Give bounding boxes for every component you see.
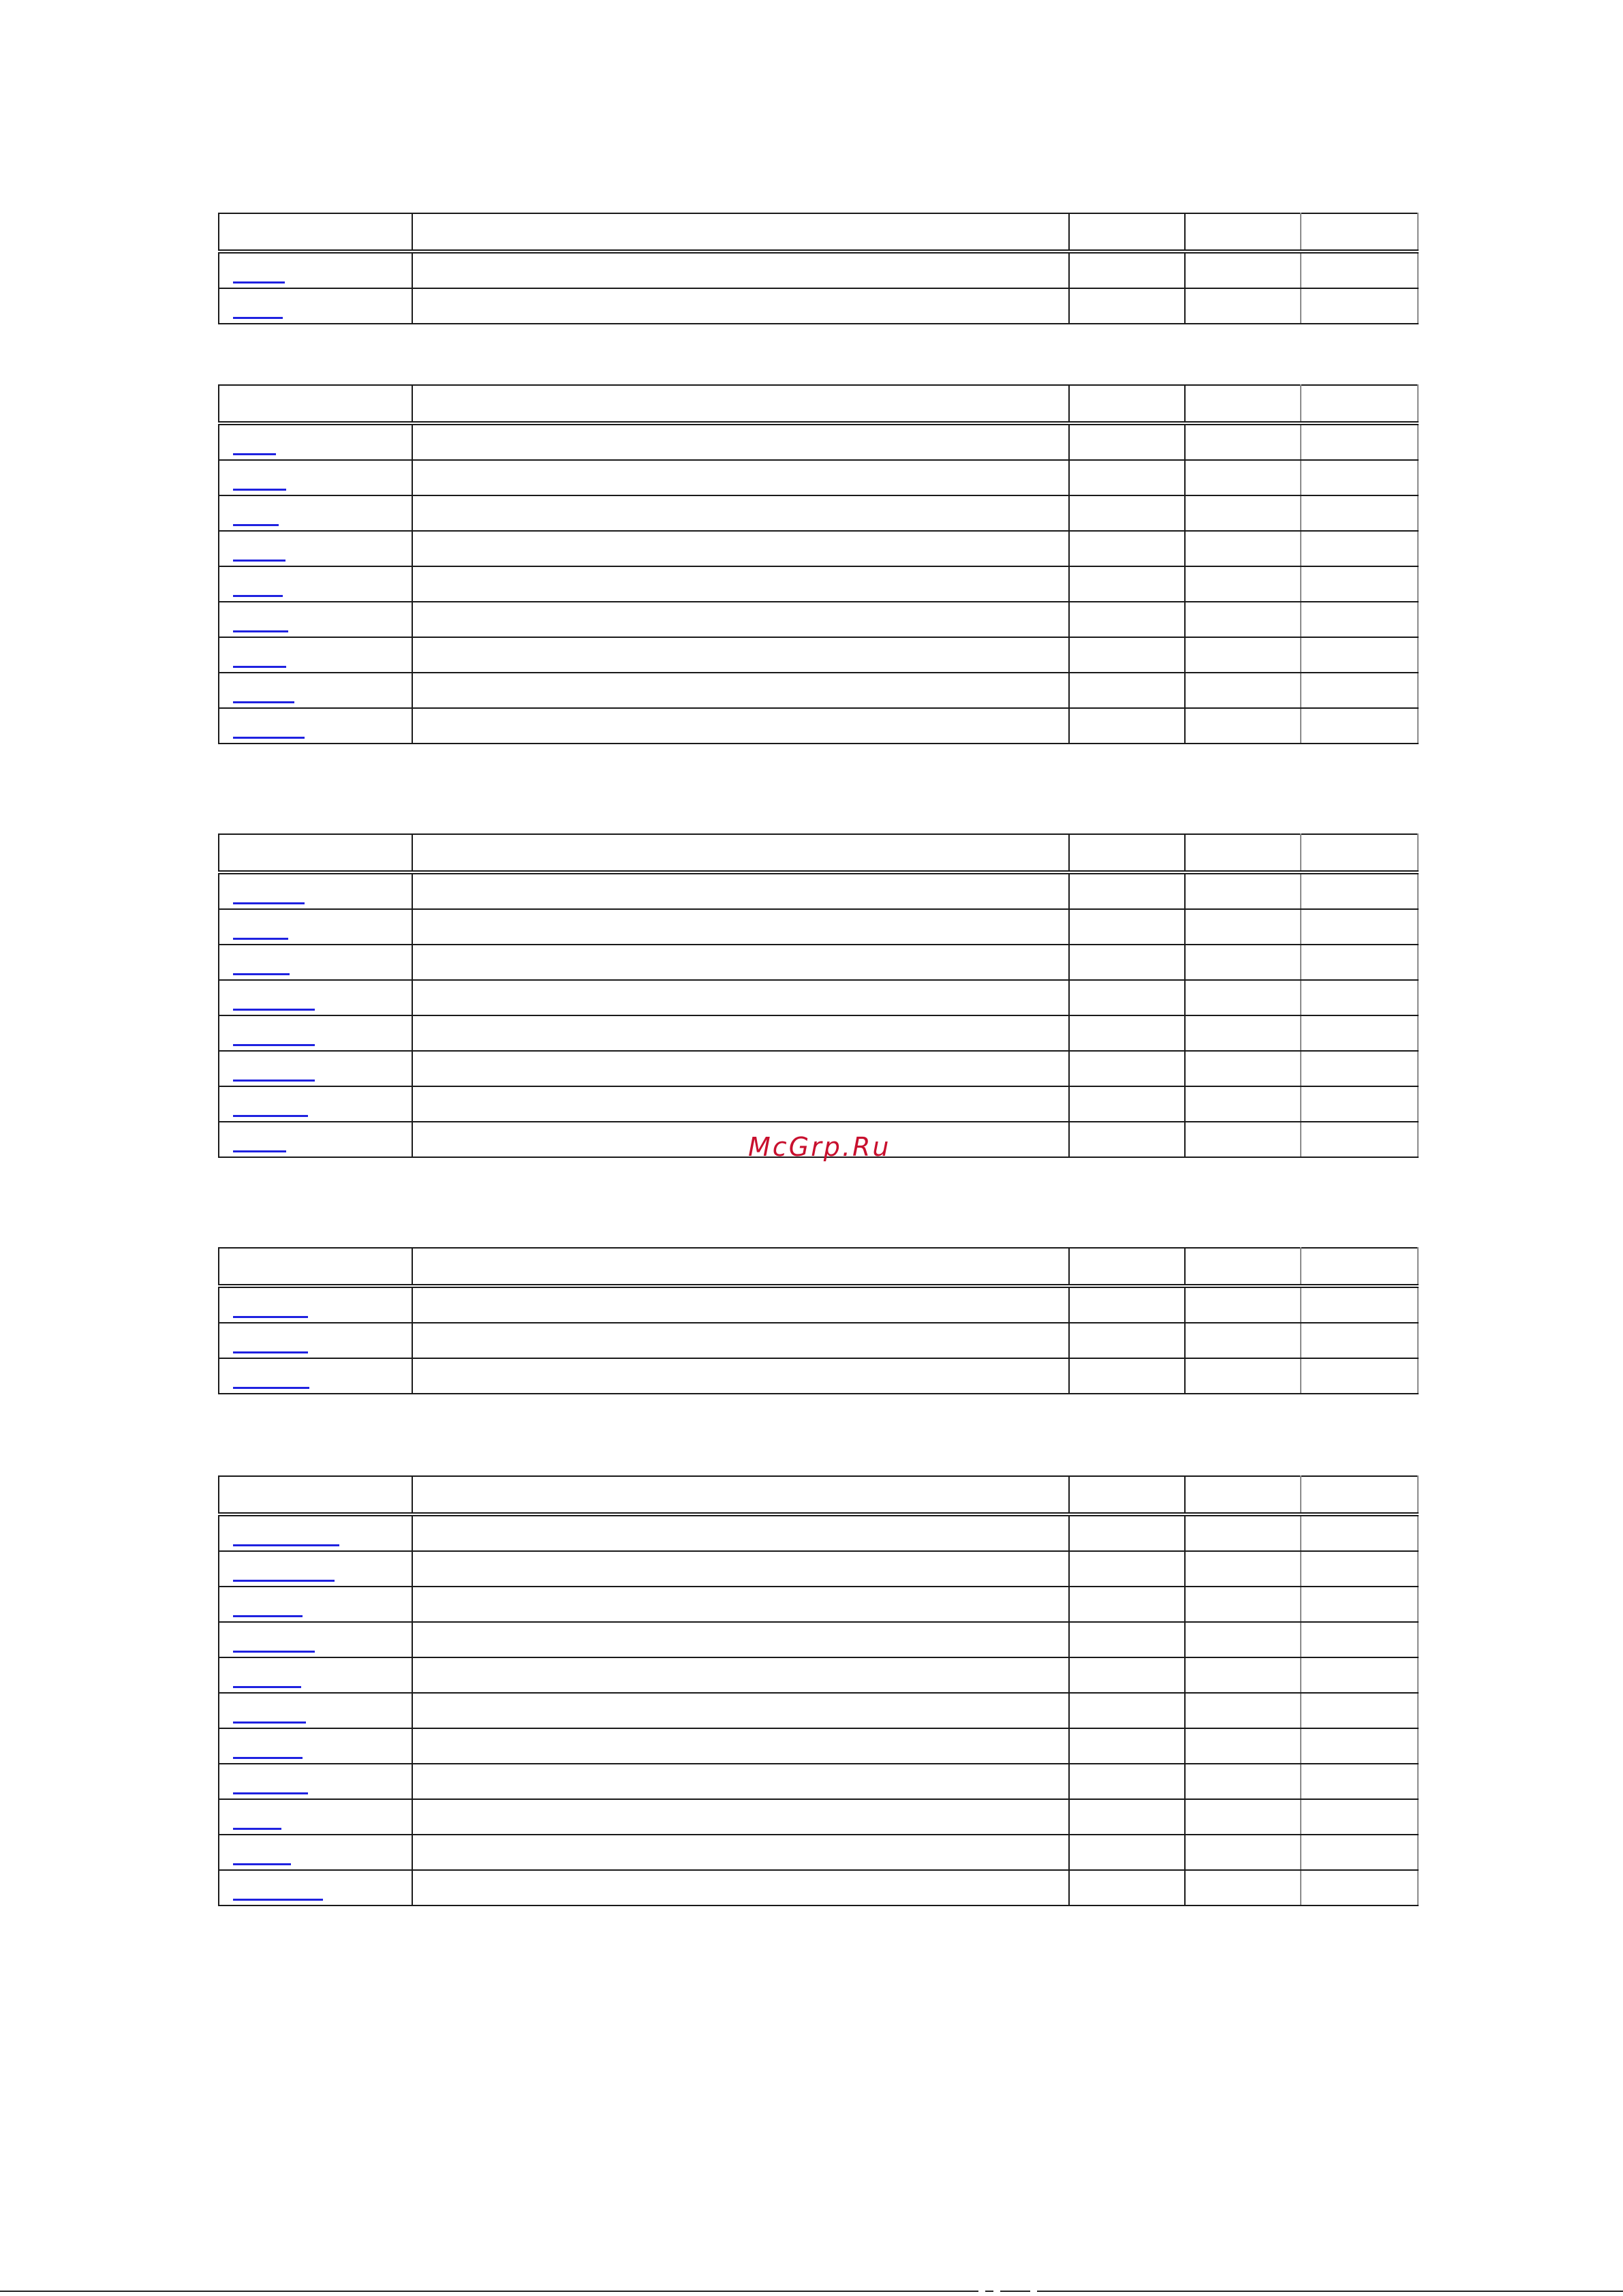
table-cell [412,673,1069,708]
table-cell [1069,288,1185,324]
table-cell [412,1015,1069,1051]
table-cell [1185,1622,1301,1657]
header-cell [219,1476,412,1514]
header-cell [1301,213,1418,251]
table-cell [412,1622,1069,1657]
table-cell [1185,1587,1301,1622]
header-cell [1301,1476,1418,1514]
hyperlink[interactable] [233,973,290,975]
table-cell [412,566,1069,602]
table-row [219,1286,1418,1323]
link-cell [219,1358,412,1394]
table-cell [1185,872,1301,909]
table-cell [412,602,1069,637]
table-cell [1069,566,1185,602]
table-cell [1069,980,1185,1015]
link-cell [219,1728,412,1764]
rule-gap [993,2290,1000,2293]
table-cell [412,251,1069,288]
hyperlink[interactable] [233,1757,303,1759]
hyperlink[interactable] [233,701,294,703]
table-row [219,872,1418,909]
header-cell [219,834,412,872]
table-row [219,1693,1418,1728]
table-cell [1069,1728,1185,1764]
link-cell [219,945,412,980]
header-cell [1301,834,1418,872]
table-cell [412,637,1069,673]
header-cell [1069,213,1185,251]
table-cell [1069,531,1185,566]
table-cell [1069,1551,1185,1587]
hyperlink[interactable] [233,1899,323,1901]
table-cell [412,1514,1069,1551]
table-cell [1185,708,1301,744]
hyperlink[interactable] [233,595,283,597]
table-header-row [219,1248,1418,1286]
table-cell [1185,495,1301,531]
table-cell [1069,1587,1185,1622]
table-cell [412,1657,1069,1693]
table-cell [412,531,1069,566]
table-row [219,1323,1418,1358]
table-cell [1185,1870,1301,1905]
table-cell [412,495,1069,531]
table-cell [1185,1799,1301,1835]
link-cell [219,909,412,945]
hyperlink[interactable] [233,666,286,668]
table-header-row [219,834,1418,872]
link-cell [219,673,412,708]
hyperlink[interactable] [233,737,305,739]
table-row [219,909,1418,945]
table-cell [1069,460,1185,495]
table-cell [1301,495,1418,531]
link-cell [219,1835,412,1870]
table-cell [1301,637,1418,673]
table-cell [1185,909,1301,945]
table-cell [1069,1764,1185,1799]
table-cell [1301,1051,1418,1086]
link-cell [219,251,412,288]
table-cell [412,1799,1069,1835]
table-cell [412,708,1069,744]
header-cell [1069,1476,1185,1514]
link-cell [219,1086,412,1122]
table-cell [1301,909,1418,945]
link-cell [219,1693,412,1728]
table-cell [412,1286,1069,1323]
table-row [219,1015,1418,1051]
table-cell [1069,1870,1185,1905]
table-row [219,602,1418,637]
header-cell [1185,385,1301,423]
watermark: McGrp.Ru [748,1132,891,1162]
header-cell [219,1248,412,1286]
table-cell [1185,460,1301,495]
table-cell [1185,423,1301,460]
table-cell [1301,1551,1418,1587]
table-cell [1069,1358,1185,1394]
table-row [219,945,1418,980]
table-cell [412,1358,1069,1394]
table-cell [1069,602,1185,637]
link-cell [219,566,412,602]
table-cell [1185,1764,1301,1799]
link-cell [219,495,412,531]
table-cell [1185,1051,1301,1086]
table-cell [1301,1514,1418,1551]
table-cell [1185,566,1301,602]
link-cell [219,708,412,744]
table-cell [412,1728,1069,1764]
table-cell [1301,423,1418,460]
link-cell [219,872,412,909]
link-cell [219,1587,412,1622]
table-cell [1069,945,1185,980]
table-row [219,460,1418,495]
hyperlink[interactable] [233,281,285,284]
table-cell [1069,1051,1185,1086]
table-cell [1301,1323,1418,1358]
table-cell [1301,1799,1418,1835]
table-row [219,288,1418,324]
table-cell [1069,1693,1185,1728]
table-cell [1301,1693,1418,1728]
table-cell [1185,980,1301,1015]
table-cell [1185,1286,1301,1323]
hyperlink[interactable] [233,1387,309,1389]
link-cell [219,1015,412,1051]
header-cell [1185,213,1301,251]
table-cell [1301,1286,1418,1323]
link-cell [219,637,412,673]
header-cell [412,213,1069,251]
table-cell [412,1587,1069,1622]
hyperlink[interactable] [233,1828,281,1830]
table-cell [1301,708,1418,744]
hyperlink[interactable] [233,938,288,940]
hyperlink[interactable] [233,317,283,319]
table-cell [1069,673,1185,708]
hyperlink[interactable] [233,1115,308,1117]
hyperlink[interactable] [233,1316,308,1318]
hyperlink[interactable] [233,453,276,455]
table-cell [412,1835,1069,1870]
table-cell [1185,1323,1301,1358]
table-cell [1069,872,1185,909]
table-cell [412,1051,1069,1086]
table-row [219,1728,1418,1764]
table-cell [412,1764,1069,1799]
data-table [218,384,1419,744]
link-cell [219,1622,412,1657]
rule-gap [1030,2290,1037,2293]
table-cell [1301,460,1418,495]
table-cell [1185,602,1301,637]
hyperlink[interactable] [233,1080,315,1082]
table-cell [1069,909,1185,945]
table-cell [1301,531,1418,566]
table-cell [1301,872,1418,909]
table-cell [1301,1764,1418,1799]
table-row [219,673,1418,708]
hyperlink[interactable] [233,630,288,632]
table-cell [1185,251,1301,288]
table-row [219,566,1418,602]
table-cell [1185,1358,1301,1394]
table-cell [1185,1015,1301,1051]
hyperlink[interactable] [233,902,305,904]
table-cell [1069,1835,1185,1870]
link-cell [219,288,412,324]
data-table [218,833,1419,1158]
table-header-row [219,213,1418,251]
table-row [219,1551,1418,1587]
table-cell [1069,495,1185,531]
table-cell [412,909,1069,945]
table-row [219,1835,1418,1870]
table-cell [1069,1514,1185,1551]
table-cell [1185,1551,1301,1587]
data-table [218,1247,1419,1394]
table-cell [412,872,1069,909]
link-cell [219,1799,412,1835]
hyperlink[interactable] [233,1686,301,1688]
table-cell [1185,1086,1301,1122]
link-cell [219,1323,412,1358]
table-cell [1301,1015,1418,1051]
table-cell [1069,423,1185,460]
table-cell [1301,1657,1418,1693]
table-cell [1301,1086,1418,1122]
hyperlink[interactable] [233,1009,315,1011]
hyperlink[interactable] [233,1721,306,1724]
table-cell [412,1693,1069,1728]
table-row [219,1587,1418,1622]
table-cell [1301,288,1418,324]
table-cell [412,980,1069,1015]
table-cell [1069,1286,1185,1323]
table-cell [412,1086,1069,1122]
hyperlink[interactable] [233,1150,286,1152]
table-cell [1185,1657,1301,1693]
header-cell [1301,385,1418,423]
table-cell [1301,1587,1418,1622]
table-cell [1301,980,1418,1015]
hyperlink[interactable] [233,1792,308,1794]
header-cell [412,1476,1069,1514]
hyperlink[interactable] [233,1351,308,1353]
table-cell [1069,1015,1185,1051]
hyperlink[interactable] [233,1863,291,1865]
table-cell [412,945,1069,980]
table-cell [412,288,1069,324]
table-cell [1185,1122,1301,1157]
header-cell [1069,834,1185,872]
header-cell [412,385,1069,423]
table-cell [412,423,1069,460]
table-row [219,980,1418,1015]
table-row [219,1622,1418,1657]
header-cell [1185,834,1301,872]
table-cell [1185,1728,1301,1764]
table-row [219,1358,1418,1394]
header-cell [412,1248,1069,1286]
table-row [219,495,1418,531]
table-row [219,531,1418,566]
table-cell [1069,1622,1185,1657]
table-row [219,1799,1418,1835]
header-cell [1185,1476,1301,1514]
header-cell [412,834,1069,872]
table-row [219,1051,1418,1086]
data-table [218,1475,1419,1906]
hyperlink[interactable] [233,1544,339,1546]
table-cell [1069,1122,1185,1157]
hyperlink[interactable] [233,560,285,562]
table-row [219,1657,1418,1693]
hyperlink[interactable] [233,1651,315,1653]
table-cell [1185,1514,1301,1551]
table-cell [1069,1657,1185,1693]
table-cell [1069,637,1185,673]
link-cell [219,1764,412,1799]
table-cell [1185,288,1301,324]
table-row [219,423,1418,460]
rule-gap [978,2290,985,2293]
table-cell [1185,1693,1301,1728]
header-cell [1185,1248,1301,1286]
table-cell [1301,251,1418,288]
table-cell [1301,1728,1418,1764]
link-cell [219,423,412,460]
table-cell [1185,1835,1301,1870]
link-cell [219,531,412,566]
table-cell [412,1870,1069,1905]
link-cell [219,1286,412,1323]
table-row [219,637,1418,673]
table-cell [1301,1358,1418,1394]
link-cell [219,1657,412,1693]
header-cell [1069,385,1185,423]
page-bottom-rule [0,2291,1623,2292]
table-row [219,251,1418,288]
hyperlink[interactable] [233,1615,303,1617]
link-cell [219,1122,412,1157]
table-row [219,708,1418,744]
link-cell [219,1551,412,1587]
table-row [219,1764,1418,1799]
table-cell [412,460,1069,495]
link-cell [219,980,412,1015]
table-row [219,1514,1418,1551]
link-cell [219,1051,412,1086]
hyperlink[interactable] [233,489,286,491]
table-header-row [219,385,1418,423]
header-cell [1069,1248,1185,1286]
table-row [219,1870,1418,1905]
table-cell [412,1323,1069,1358]
table-row [219,1086,1418,1122]
table-cell [1069,708,1185,744]
header-cell [219,385,412,423]
table-cell [1069,1086,1185,1122]
hyperlink[interactable] [233,1044,315,1046]
table-cell [412,1551,1069,1587]
table-cell [1301,1870,1418,1905]
table-cell [1069,1323,1185,1358]
header-cell [219,213,412,251]
link-cell [219,460,412,495]
table-cell [1301,1122,1418,1157]
table-cell [1301,945,1418,980]
table-cell [1301,1622,1418,1657]
hyperlink[interactable] [233,1580,335,1582]
header-cell [1301,1248,1418,1286]
link-cell [219,1870,412,1905]
table-cell [1069,251,1185,288]
table-header-row [219,1476,1418,1514]
table-cell [1185,945,1301,980]
table-cell [1301,602,1418,637]
link-cell [219,602,412,637]
table-cell [1185,673,1301,708]
table-cell [1069,1799,1185,1835]
table-cell [1301,1835,1418,1870]
hyperlink[interactable] [233,524,279,526]
table-cell [1301,673,1418,708]
table-cell [1185,637,1301,673]
link-cell [219,1514,412,1551]
data-table [218,213,1419,324]
table-cell [1301,566,1418,602]
table-cell [412,1122,1069,1157]
table-cell [1185,531,1301,566]
